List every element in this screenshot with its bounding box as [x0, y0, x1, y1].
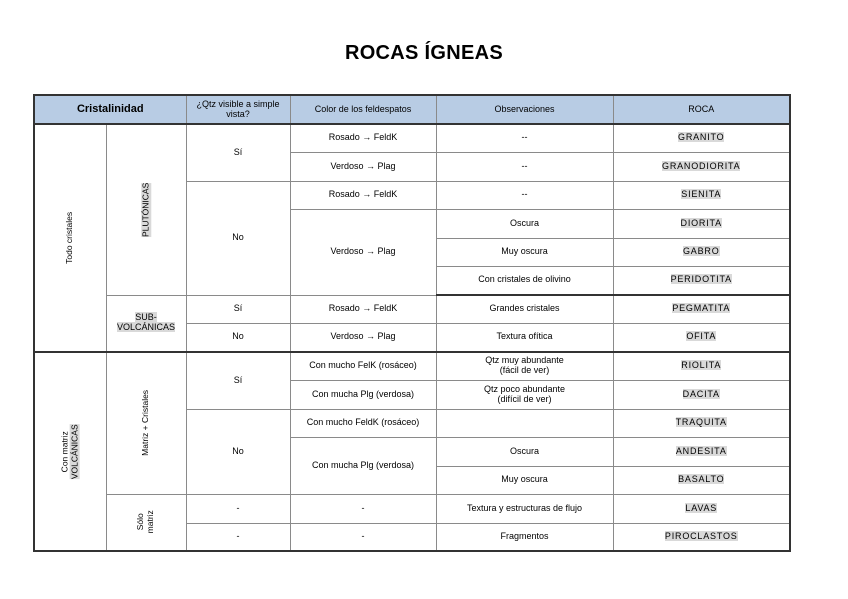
- obs-cell: --: [436, 181, 613, 209]
- table-row: [34, 352, 790, 380]
- header-color: Color de los feldespatos: [290, 95, 436, 124]
- obs-cell: [436, 409, 613, 437]
- obs-cell: Qtz muy abundante (fácil de ver): [436, 352, 613, 380]
- qtz-cell: Sí: [186, 124, 290, 181]
- color-cell: -: [290, 523, 436, 551]
- obs-cell: Oscura: [436, 437, 613, 466]
- header-cristalinidad: Cristalinidad: [34, 95, 186, 124]
- table-row: [34, 494, 790, 523]
- qtz-cell: Sí: [186, 352, 290, 409]
- page-title: ROCAS ÍGNEAS: [344, 42, 504, 64]
- color-cell: Con mucha Plg (verdosa): [290, 380, 436, 409]
- header-roca: ROCA: [613, 95, 790, 124]
- obs-cell: Con cristales de olivino: [436, 266, 613, 295]
- color-cell: Verdoso → Plag: [290, 152, 436, 181]
- group-matriz-cristales: Matriz + Cristales: [106, 352, 186, 494]
- rock-cell: GRANODIORITA: [613, 152, 790, 181]
- obs-cell: Grandes cristales: [436, 295, 613, 323]
- obs-cell: --: [436, 152, 613, 181]
- color-cell: Con mucho FelK (rosáceo): [290, 352, 436, 380]
- qtz-cell: -: [186, 494, 290, 523]
- color-cell: Rosado → FeldK: [290, 181, 436, 209]
- table-row: [34, 124, 790, 152]
- rock-cell: GABRO: [613, 238, 790, 266]
- rock-cell: DACITA: [613, 380, 790, 409]
- color-cell: -: [290, 494, 436, 523]
- obs-cell: Muy oscura: [436, 466, 613, 494]
- group-subvolcanicas: SUB- VOLCÁNICAS: [106, 295, 186, 352]
- obs-cell: Muy oscura: [436, 238, 613, 266]
- group-plutonicas: PLUTÓNICAS: [106, 124, 186, 295]
- color-cell: Con mucha Plg (verdosa): [290, 437, 436, 494]
- rock-cell: RIOLITA: [613, 352, 790, 380]
- qtz-cell: No: [186, 323, 290, 352]
- header-row: [34, 95, 790, 124]
- color-cell: Rosado → FeldK: [290, 124, 436, 152]
- rock-cell: OFITA: [613, 323, 790, 352]
- rock-cell: PERIDOTITA: [613, 266, 790, 295]
- group-solo-matriz: Sólo matriz: [106, 494, 186, 551]
- color-cell: Verdoso → Plag: [290, 323, 436, 352]
- obs-cell: Oscura: [436, 209, 613, 238]
- header-observaciones: Observaciones: [436, 95, 613, 124]
- rock-cell: SIENITA: [613, 181, 790, 209]
- obs-cell: Qtz poco abundante (difícil de ver): [436, 380, 613, 409]
- group-con-matriz: Con matriz VOLCÁNICAS: [34, 352, 106, 551]
- rock-cell: PEGMATITA: [613, 295, 790, 323]
- qtz-cell: Sí: [186, 295, 290, 323]
- obs-cell: --: [436, 124, 613, 152]
- obs-cell: Fragmentos: [436, 523, 613, 551]
- rock-cell: GRANITO: [613, 124, 790, 152]
- rock-cell: TRAQUITA: [613, 409, 790, 437]
- obs-cell: Textura ofítica: [436, 323, 613, 352]
- group-todo-cristales: Todo cristales: [34, 124, 106, 352]
- color-cell: Con mucho FeldK (rosáceo): [290, 409, 436, 437]
- header-qtz: ¿Qtz visible a simple vista?: [186, 95, 290, 124]
- obs-cell: Textura y estructuras de flujo: [436, 494, 613, 523]
- rock-cell: DIORITA: [613, 209, 790, 238]
- color-cell: Rosado → FeldK: [290, 295, 436, 323]
- igneous-rocks-table: [33, 94, 791, 552]
- qtz-cell: No: [186, 181, 290, 295]
- rock-cell: PIROCLASTOS: [613, 523, 790, 551]
- rock-cell: ANDESITA: [613, 437, 790, 466]
- qtz-cell: No: [186, 409, 290, 494]
- color-cell: Verdoso → Plag: [290, 209, 436, 295]
- table-row: [34, 295, 790, 323]
- qtz-cell: -: [186, 523, 290, 551]
- rock-cell: BASALTO: [613, 466, 790, 494]
- rock-cell: LAVAS: [613, 494, 790, 523]
